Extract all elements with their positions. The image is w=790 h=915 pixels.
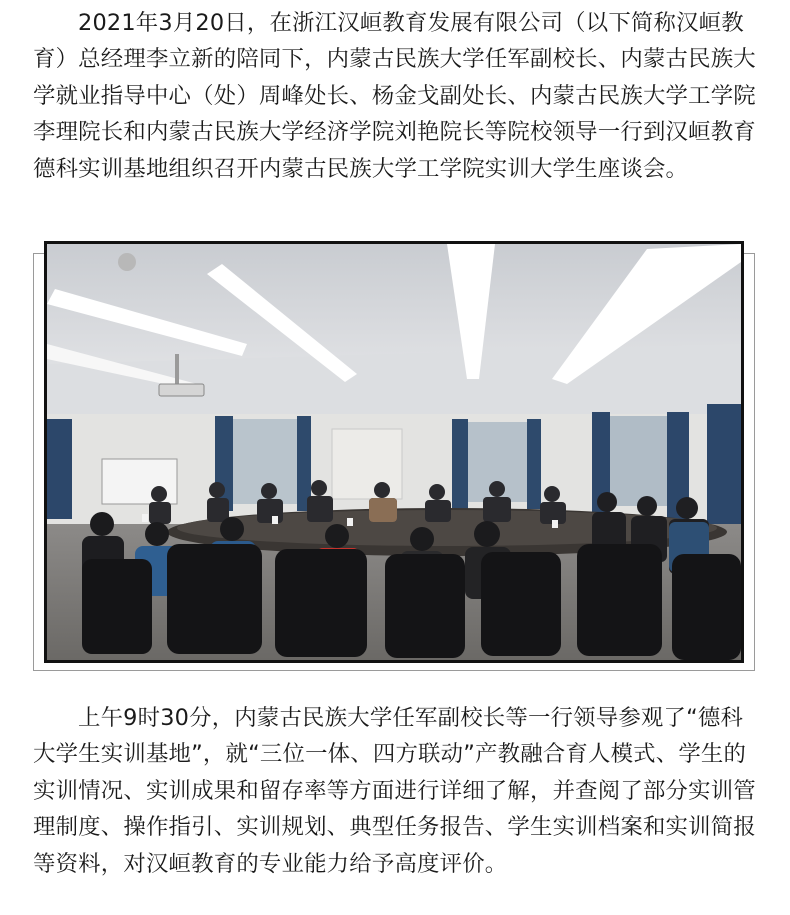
paragraph-intro: 2021年3月20日，在浙江汉峘教育发展有限公司（以下简称汉峘教育）总经理李立新的陪同下，内蒙古民族大学任军副校长、内蒙古民族大学就业指导中心（处）周峰处长、杨金戈副处长、内蒙古民族大学工学院李理院长和内蒙古民族大学经济学院刘艳院长等院校领导一行到汉峘教育德科实训基地组织召开内蒙古民族大学工学院实训大学生座谈会。 (33, 10, 756, 182)
meeting-room-photo-icon (47, 244, 741, 660)
paragraph-visit: 上午9时30分，内蒙古民族大学任军副校长等一行领导参观了“德科大学生实训基地”，就“三位一体、四方联动”产教融合育人模式、学生的实训情况、实训成果和留存率等方面进行详细了解，并查阅了部分实训管理制度、操作指引、实训规划、典型任务报告、学生实训档案和实训简报等资料，对汉峘教育的专业能力给予高度评价。 (33, 705, 756, 877)
meeting-photo (44, 241, 744, 663)
